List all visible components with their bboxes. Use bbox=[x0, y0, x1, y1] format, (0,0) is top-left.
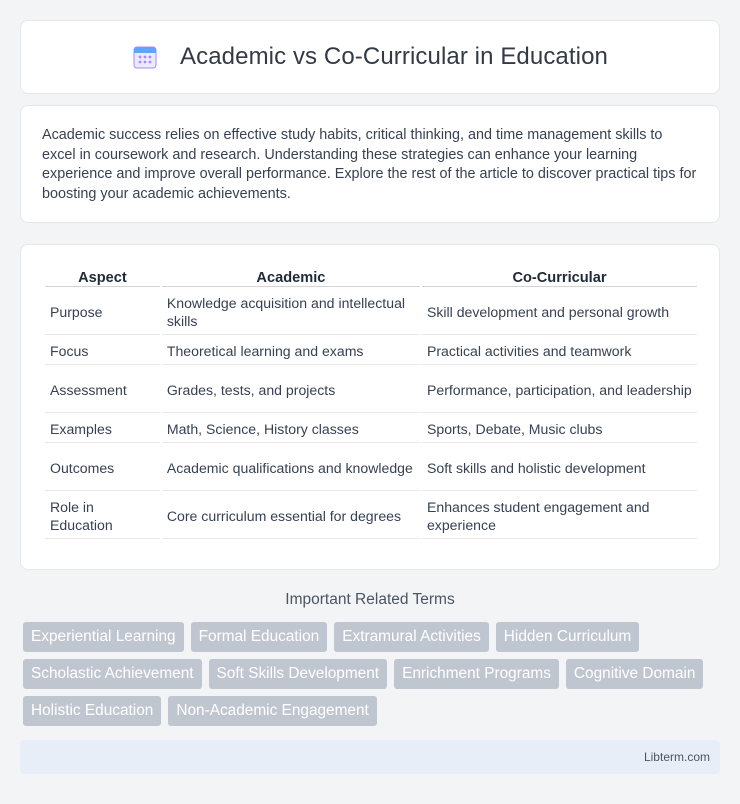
table-row bbox=[45, 415, 697, 443]
table-cell: Knowledge acquisition and intellectual skills bbox=[162, 289, 420, 335]
comparison-table bbox=[43, 265, 699, 541]
term-tag[interactable]: Holistic Education bbox=[23, 696, 161, 726]
term-tag[interactable]: Extramural Activities bbox=[334, 622, 489, 652]
table-cell: Practical activities and teamwork bbox=[422, 337, 697, 365]
footer bbox=[20, 740, 720, 774]
term-tag[interactable]: Hidden Curriculum bbox=[496, 622, 639, 652]
table-cell: Focus bbox=[45, 337, 160, 365]
term-tag[interactable]: Cognitive Domain bbox=[566, 659, 703, 689]
term-tag[interactable]: Scholastic Achievement bbox=[23, 659, 202, 689]
table-row bbox=[45, 493, 697, 539]
table-row bbox=[45, 367, 697, 413]
table-header-row bbox=[45, 267, 697, 287]
header-card bbox=[20, 20, 720, 94]
intro-card bbox=[20, 105, 720, 223]
table-cell: Math, Science, History classes bbox=[162, 415, 420, 443]
table-cell: Grades, tests, and projects bbox=[162, 367, 420, 413]
table-cell: Examples bbox=[45, 415, 160, 443]
table-row bbox=[45, 337, 697, 365]
table-cell: Assessment bbox=[45, 367, 160, 413]
table-cell: Outcomes bbox=[45, 445, 160, 491]
column-header-academic: Academic bbox=[162, 267, 420, 287]
table-cell: Sports, Debate, Music clubs bbox=[422, 415, 697, 443]
table-cell: Role in Education bbox=[45, 493, 160, 539]
table-cell: Core curriculum essential for degrees bbox=[162, 493, 420, 539]
table-cell: Purpose bbox=[45, 289, 160, 335]
term-tag[interactable]: Enrichment Programs bbox=[394, 659, 559, 689]
calendar-icon bbox=[132, 44, 158, 70]
table-row bbox=[45, 445, 697, 491]
term-tag[interactable]: Non-Academic Engagement bbox=[168, 696, 377, 726]
term-tag[interactable]: Experiential Learning bbox=[23, 622, 184, 652]
footer-brand-link[interactable]: Libterm.com bbox=[643, 750, 710, 764]
term-tag[interactable]: Soft Skills Development bbox=[209, 659, 388, 689]
term-tag[interactable]: Formal Education bbox=[191, 622, 328, 652]
intro-paragraph: Academic success relies on effective study habits, critical thinking, and time management skills to excel in coursework and research. Understanding these strategies can enhance your learning experience and improve overall performance. Explore the rest of the article to discover practical tips for boosting your academic achievements. bbox=[42, 127, 697, 202]
comparison-card bbox=[20, 244, 720, 570]
table-cell: Enhances student engagement and experience bbox=[422, 493, 697, 539]
table-row bbox=[45, 289, 697, 335]
table-cell: Skill development and personal growth bbox=[422, 289, 697, 335]
related-terms-title: Important Related Terms bbox=[285, 591, 455, 608]
table-cell: Theoretical learning and exams bbox=[162, 337, 420, 365]
column-header-co-curricular: Co-Curricular bbox=[422, 267, 697, 287]
column-header-aspect: Aspect bbox=[45, 267, 160, 287]
table-cell: Performance, participation, and leadership bbox=[422, 367, 697, 413]
table-cell: Soft skills and holistic development bbox=[422, 445, 697, 491]
page-title: Academic vs Co-Curricular in Education bbox=[180, 43, 608, 70]
related-terms-list bbox=[23, 622, 723, 726]
table-cell: Academic qualifications and knowledge bbox=[162, 445, 420, 491]
